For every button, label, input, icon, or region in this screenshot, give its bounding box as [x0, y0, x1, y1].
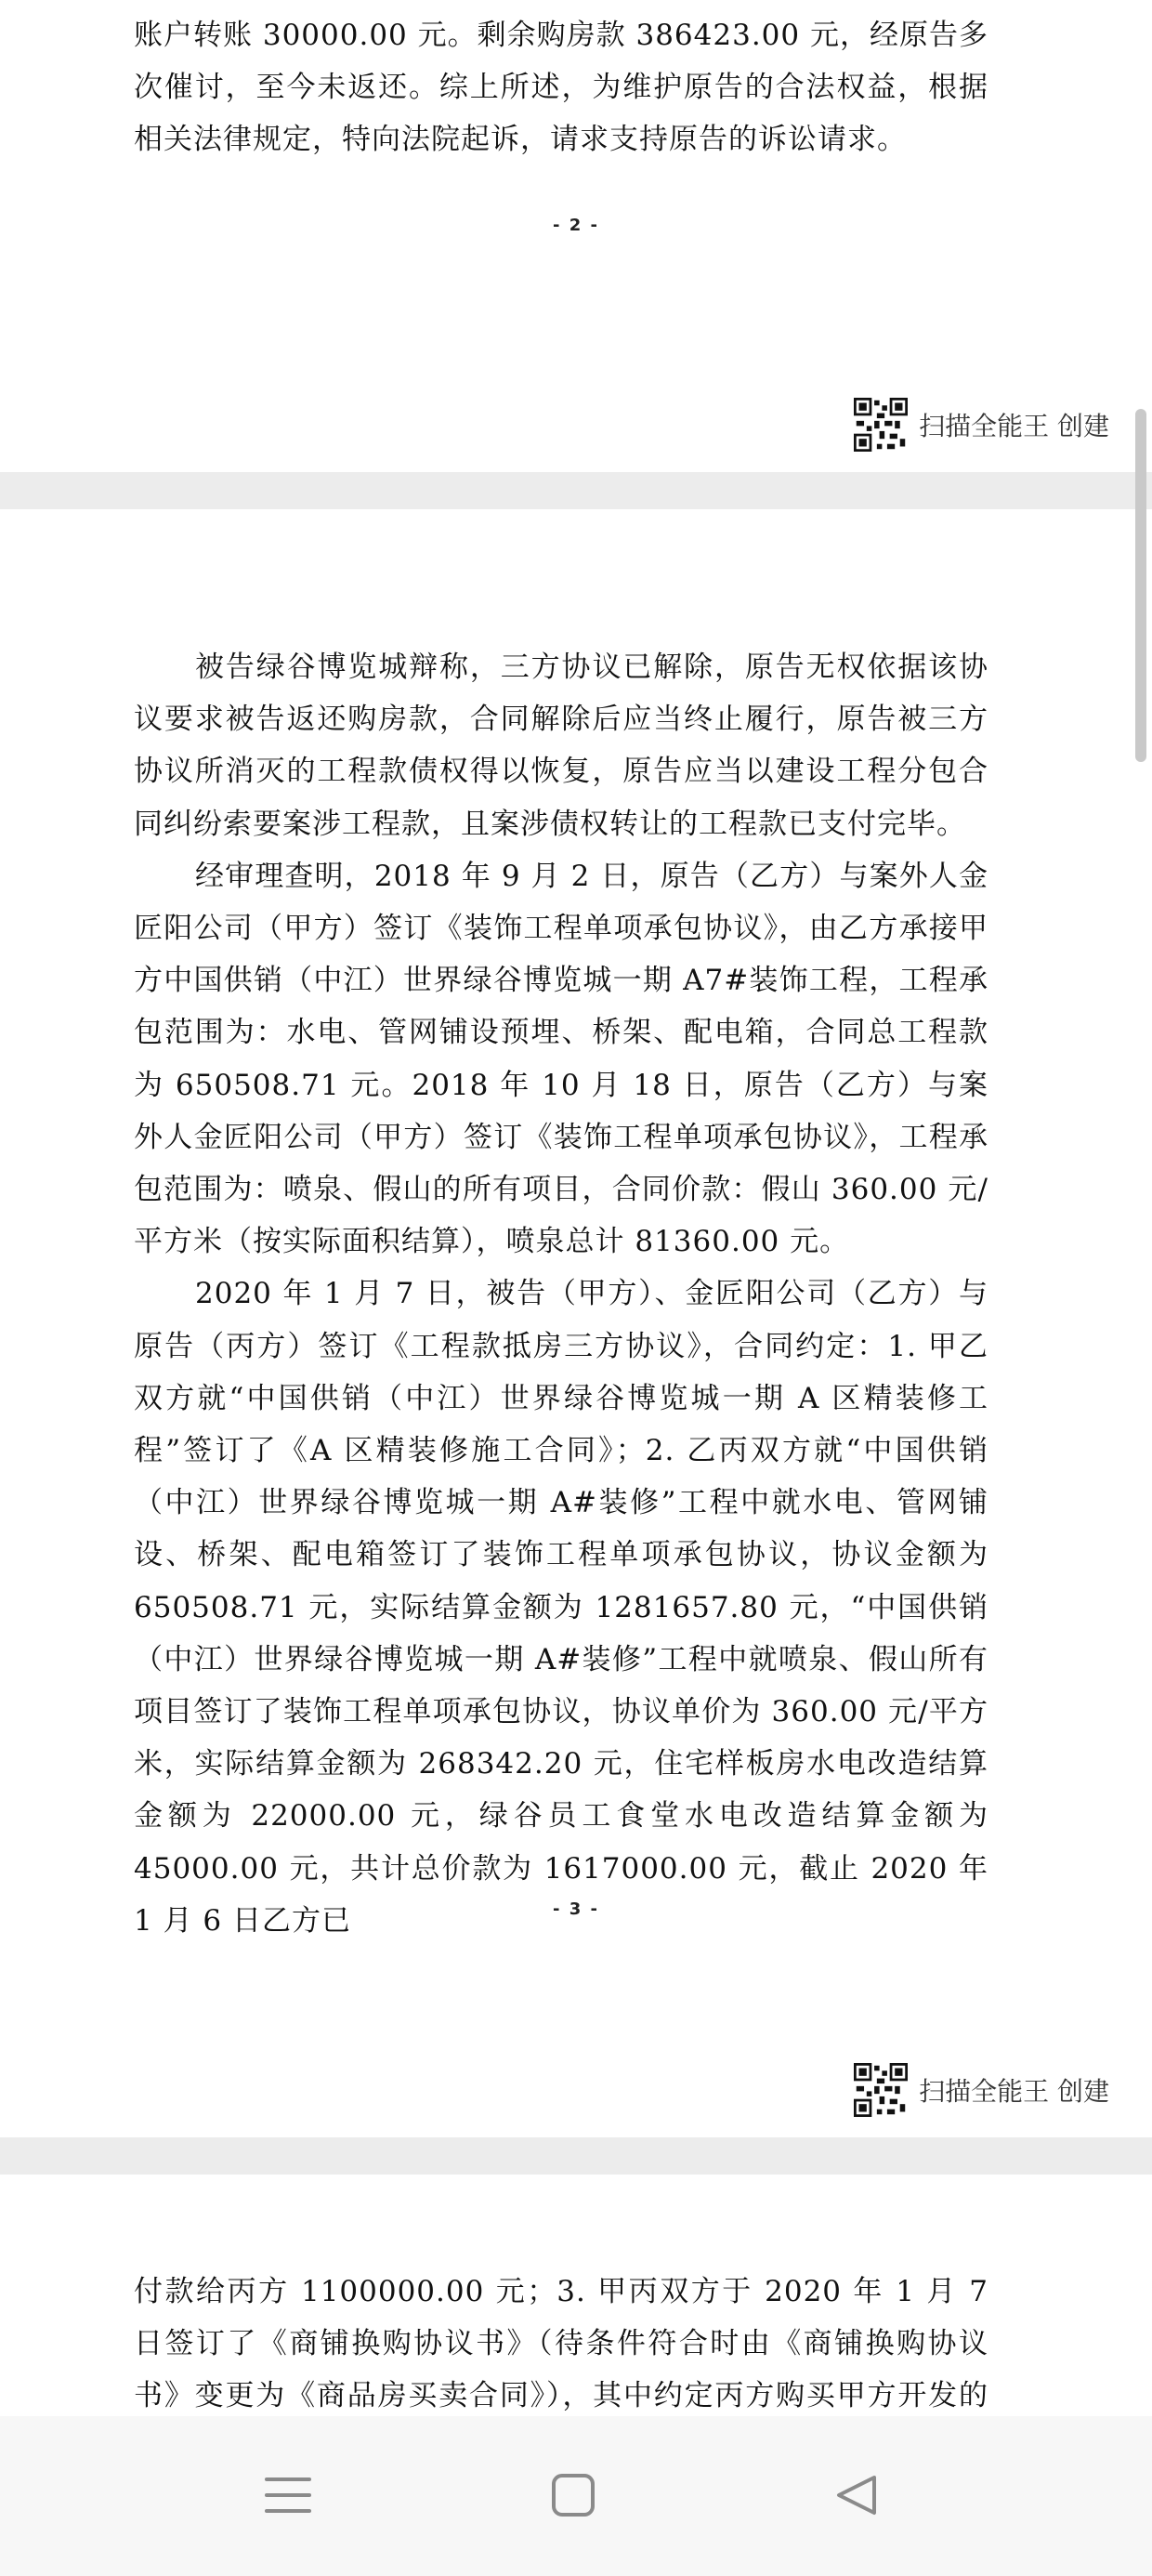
- document-page-3: [0, 509, 1152, 2137]
- scanner-watermark: [854, 2063, 1109, 2117]
- vertical-scrollbar[interactable]: [1135, 409, 1146, 762]
- document-page-4: [0, 2175, 1152, 2416]
- menu-icon: [265, 2472, 311, 2518]
- recent-apps-button[interactable]: [242, 2453, 334, 2537]
- system-navigation-bar: [0, 2416, 1152, 2576]
- home-square-icon: [550, 2472, 596, 2518]
- page-number: - 2 -: [553, 216, 599, 235]
- back-button[interactable]: [810, 2453, 903, 2537]
- document-page-2: [0, 0, 1152, 472]
- qr-code-icon: [854, 2063, 908, 2117]
- page-number: - 3 -: [553, 1899, 599, 1919]
- home-button[interactable]: [527, 2453, 620, 2537]
- paragraph-defense: 被告绿谷博览城辩称，三方协议已解除，原告无权依据该协议要求被告返还购房款，合同解除后应当终止履行，原告被三方协议所消灭的工程款债权得以恢复，原告应当以建设工程分包合同纠纷索要案涉工程款，且案涉债权转让的工程款已支付完毕。: [134, 651, 988, 841]
- watermark-label: 扫描全能王 创建: [919, 411, 1109, 441]
- page-2-paragraph: 账户转账 30000.00 元。剩余购房款 386423.00 元，经原告多次催讨，至今未返还。综上所述，为维护原告的合法权益，根据相关法律规定，特向法院起诉，请求支持原告的诉讼请求。: [134, 19, 988, 157]
- page-3-text: [134, 641, 988, 1947]
- qr-code-icon: [854, 398, 908, 452]
- page-2-text: [134, 9, 988, 166]
- paragraph-continued: 付款给丙方 1100000.00 元；3. 甲丙双方于 2020 年 1 月 7 日签订了《商铺换购协议书》（待条件符合时由《商铺换购协议书》变更为《商品房买卖合同》），其中约定丙方购买甲方开发的: [134, 2275, 988, 2413]
- scanner-watermark: [854, 398, 1109, 452]
- back-triangle-icon: [833, 2472, 880, 2518]
- watermark-label: 扫描全能王 创建: [919, 2076, 1109, 2107]
- paragraph-agreement: 2020 年 1 月 7 日，被告（甲方）、金匠阳公司（乙方）与原告（丙方）签订《工程款抵房三方协议》，合同约定：1. 甲乙双方就“中国供销（中江）世界绿谷博览城一期 A 区精装修工程”签订了《A 区精装修施工合同》；2. 乙丙双方就“中国供销（中江）世界绿谷博览城一期 A#装修”工程中就水电、管网铺设、桥架、配电箱签订了装饰工程单项承包协议，协议金额为 650508.71 元，实际结算金额为 1281657.80 元，“中国供销（中江）世界绿谷博览城一期 A#装修”工程中就喷泉、假山所有项目签订了装饰工程单项承包协议，协议单价为 360.00 元/平方米，实际结算金额为 268342.20 元，住宅样板房水电改造结算金额为 22000.00 元，绿谷员工食堂水电改造结算金额为 45000.00 元，共计总价款为 1617000.00 元，截止 2020 年 1 月 6 日乙方已: [134, 1277, 988, 1938]
- paragraph-findings: 经审理查明，2018 年 9 月 2 日，原告（乙方）与案外人金匠阳公司（甲方）签订《装饰工程单项承包协议》，由乙方承接甲方中国供销（中江）世界绿谷博览城一期 A7#装饰工程，工程承包范围为：水电、管网铺设预埋、桥架、配电箱，合同总工程款为 650508.71 元。2018 年 10 月 18 日，原告（乙方）与案外人金匠阳公司（甲方）签订《装饰工程单项承包协议》，工程承包范围为：喷泉、假山的所有项目，合同价款：假山 360.00 元/平方米（按实际面积结算），喷泉总计 81360.00 元。: [134, 859, 988, 1259]
